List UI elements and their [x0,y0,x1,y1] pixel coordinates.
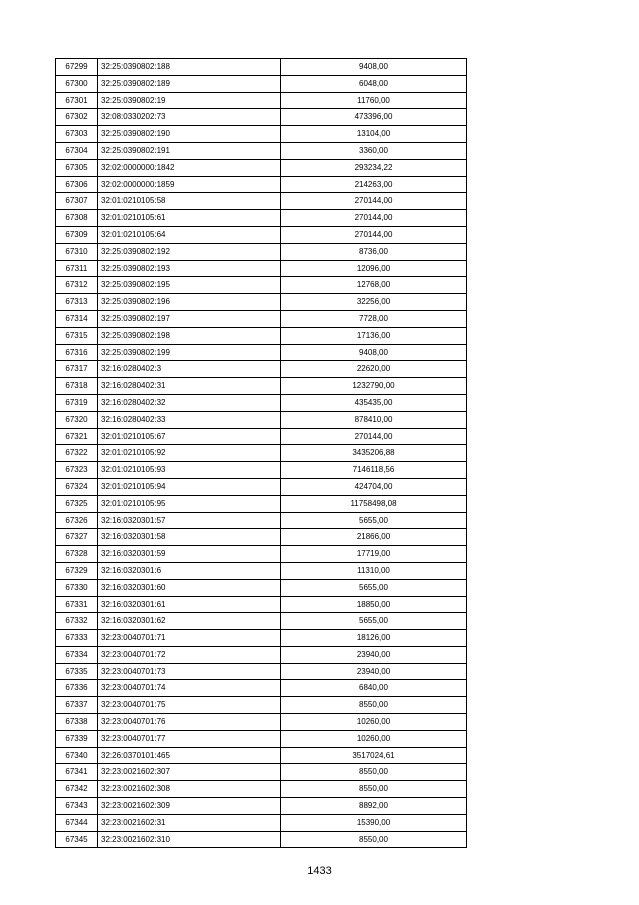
table-row [56,428,467,445]
cadastral-number-cell: 32:25:0390802:195 [98,277,281,294]
value-cell: 23940,00 [281,646,467,663]
row-number-cell: 67315 [56,327,98,344]
table-row [56,814,467,831]
row-number-cell: 67335 [56,663,98,680]
table-row [56,294,467,311]
table-row [56,75,467,92]
table-row [56,747,467,764]
cadastral-number-cell: 32:01:0210105:67 [98,428,281,445]
value-cell: 214263,00 [281,176,467,193]
table-row [56,327,467,344]
value-cell: 12768,00 [281,277,467,294]
cadastral-number-cell: 32:01:0210105:61 [98,210,281,227]
row-number-cell: 67332 [56,613,98,630]
cadastral-number-cell: 32:25:0390802:19 [98,92,281,109]
value-cell: 17136,00 [281,327,467,344]
table-row [56,445,467,462]
row-number-cell: 67309 [56,226,98,243]
row-number-cell: 67308 [56,210,98,227]
table-row [56,562,467,579]
value-cell: 21866,00 [281,529,467,546]
cadastral-number-cell: 32:25:0390802:197 [98,310,281,327]
row-number-cell: 67311 [56,260,98,277]
row-number-cell: 67337 [56,697,98,714]
cadastral-number-cell: 32:23:0040701:75 [98,697,281,714]
row-number-cell: 67341 [56,764,98,781]
row-number-cell: 67303 [56,126,98,143]
row-number-cell: 67319 [56,394,98,411]
row-number-cell: 67313 [56,294,98,311]
table-row [56,361,467,378]
value-cell: 22620,00 [281,361,467,378]
cadastral-number-cell: 32:01:0210105:94 [98,478,281,495]
cadastral-number-cell: 32:01:0210105:58 [98,193,281,210]
value-cell: 11760,00 [281,92,467,109]
cadastral-number-cell: 32:23:0040701:74 [98,680,281,697]
value-cell: 6840,00 [281,680,467,697]
table-row [56,512,467,529]
cadastral-number-cell: 32:16:0280402:3 [98,361,281,378]
value-cell: 8550,00 [281,781,467,798]
table-row [56,226,467,243]
table-row [56,378,467,395]
table-row [56,596,467,613]
table-row [56,478,467,495]
row-number-cell: 67344 [56,814,98,831]
value-cell: 9408,00 [281,344,467,361]
value-cell: 270144,00 [281,210,467,227]
row-number-cell: 67333 [56,630,98,647]
table-row [56,176,467,193]
row-number-cell: 67302 [56,109,98,126]
value-cell: 1232790,00 [281,378,467,395]
row-number-cell: 67299 [56,59,98,76]
row-number-cell: 67331 [56,596,98,613]
cadastral-number-cell: 32:02:0000000:1859 [98,176,281,193]
value-cell: 11310,00 [281,562,467,579]
row-number-cell: 67334 [56,646,98,663]
cadastral-number-cell: 32:08:0330202:73 [98,109,281,126]
value-cell: 32256,00 [281,294,467,311]
cadastral-number-cell: 32:16:0320301:59 [98,546,281,563]
table-row [56,831,467,848]
value-cell: 878410,00 [281,411,467,428]
row-number-cell: 67301 [56,92,98,109]
value-cell: 7146118,56 [281,462,467,479]
value-cell: 8550,00 [281,697,467,714]
table-row [56,495,467,512]
cadastral-number-cell: 32:23:0021602:308 [98,781,281,798]
table-row [56,243,467,260]
value-cell: 293234,22 [281,159,467,176]
row-number-cell: 67342 [56,781,98,798]
row-number-cell: 67320 [56,411,98,428]
row-number-cell: 67336 [56,680,98,697]
table-body [56,59,467,848]
cadastral-number-cell: 32:01:0210105:93 [98,462,281,479]
cadastral-number-cell: 32:16:0280402:31 [98,378,281,395]
row-number-cell: 67339 [56,730,98,747]
row-number-cell: 67325 [56,495,98,512]
cadastral-number-cell: 32:25:0390802:193 [98,260,281,277]
row-number-cell: 67345 [56,831,98,848]
value-cell: 13104,00 [281,126,467,143]
cadastral-number-cell: 32:23:0040701:71 [98,630,281,647]
table-row [56,310,467,327]
value-cell: 6048,00 [281,75,467,92]
value-cell: 18850,00 [281,596,467,613]
value-cell: 18126,00 [281,630,467,647]
cadastral-number-cell: 32:23:0021602:310 [98,831,281,848]
row-number-cell: 67318 [56,378,98,395]
value-cell: 12096,00 [281,260,467,277]
row-number-cell: 67305 [56,159,98,176]
cadastral-number-cell: 32:16:0320301:58 [98,529,281,546]
cadastral-number-cell: 32:23:0040701:73 [98,663,281,680]
cadastral-number-cell: 32:16:0320301:6 [98,562,281,579]
table-row [56,781,467,798]
table-row [56,142,467,159]
cadastral-number-cell: 32:23:0021602:31 [98,814,281,831]
cadastral-number-cell: 32:25:0390802:198 [98,327,281,344]
cadastral-number-cell: 32:16:0320301:61 [98,596,281,613]
table-row [56,394,467,411]
cadastral-number-cell: 32:25:0390802:196 [98,294,281,311]
table-row [56,193,467,210]
cadastral-number-cell: 32:25:0390802:191 [98,142,281,159]
table-row [56,126,467,143]
row-number-cell: 67343 [56,798,98,815]
value-cell: 11758498,08 [281,495,467,512]
row-number-cell: 67307 [56,193,98,210]
value-cell: 8550,00 [281,831,467,848]
row-number-cell: 67328 [56,546,98,563]
table-row [56,159,467,176]
cadastral-number-cell: 32:23:0040701:72 [98,646,281,663]
cadastral-number-cell: 32:02:0000000:1842 [98,159,281,176]
cadastral-number-cell: 32:16:0280402:32 [98,394,281,411]
table-row [56,579,467,596]
value-cell: 8892,00 [281,798,467,815]
value-cell: 5655,00 [281,579,467,596]
table-row [56,260,467,277]
row-number-cell: 67327 [56,529,98,546]
value-cell: 9408,00 [281,59,467,76]
value-cell: 270144,00 [281,193,467,210]
row-number-cell: 67316 [56,344,98,361]
value-cell: 5655,00 [281,512,467,529]
cadastral-value-table [55,58,467,848]
value-cell: 10260,00 [281,714,467,731]
table-row [56,92,467,109]
value-cell: 3360,00 [281,142,467,159]
table-row [56,277,467,294]
cadastral-number-cell: 32:23:0021602:309 [98,798,281,815]
table-row [56,59,467,76]
value-cell: 23940,00 [281,663,467,680]
table-row [56,344,467,361]
page-number: 1433 [307,865,332,877]
value-cell: 8736,00 [281,243,467,260]
table-row [56,646,467,663]
table-row [56,680,467,697]
table-row [56,663,467,680]
row-number-cell: 67312 [56,277,98,294]
value-cell: 424704,00 [281,478,467,495]
row-number-cell: 67326 [56,512,98,529]
cadastral-number-cell: 32:25:0390802:190 [98,126,281,143]
value-cell: 3435206,88 [281,445,467,462]
row-number-cell: 67329 [56,562,98,579]
table-row [56,764,467,781]
cadastral-number-cell: 32:25:0390802:199 [98,344,281,361]
table-row [56,630,467,647]
value-cell: 473396,00 [281,109,467,126]
table-row [56,529,467,546]
value-cell: 8550,00 [281,764,467,781]
cadastral-number-cell: 32:01:0210105:64 [98,226,281,243]
cadastral-number-cell: 32:23:0040701:77 [98,730,281,747]
cadastral-number-cell: 32:16:0320301:57 [98,512,281,529]
cadastral-number-cell: 32:26:0370101:465 [98,747,281,764]
value-cell: 7728,00 [281,310,467,327]
value-cell: 10260,00 [281,730,467,747]
row-number-cell: 67300 [56,75,98,92]
table-row [56,210,467,227]
row-number-cell: 67340 [56,747,98,764]
row-number-cell: 67304 [56,142,98,159]
cadastral-number-cell: 32:01:0210105:92 [98,445,281,462]
value-cell: 435435,00 [281,394,467,411]
cadastral-number-cell: 32:23:0040701:76 [98,714,281,731]
cadastral-number-cell: 32:01:0210105:95 [98,495,281,512]
cadastral-number-cell: 32:25:0390802:188 [98,59,281,76]
table-row [56,109,467,126]
table-row [56,546,467,563]
row-number-cell: 67330 [56,579,98,596]
value-cell: 270144,00 [281,428,467,445]
value-cell: 270144,00 [281,226,467,243]
table-row [56,613,467,630]
table-row [56,697,467,714]
row-number-cell: 67317 [56,361,98,378]
table-row [56,411,467,428]
table-row [56,714,467,731]
value-cell: 17719,00 [281,546,467,563]
value-cell: 15390,00 [281,814,467,831]
value-cell: 3517024,61 [281,747,467,764]
value-cell: 5655,00 [281,613,467,630]
table-row [56,798,467,815]
cadastral-number-cell: 32:16:0320301:60 [98,579,281,596]
row-number-cell: 67321 [56,428,98,445]
row-number-cell: 67310 [56,243,98,260]
cadastral-number-cell: 32:25:0390802:192 [98,243,281,260]
cadastral-number-cell: 32:25:0390802:189 [98,75,281,92]
row-number-cell: 67322 [56,445,98,462]
row-number-cell: 67306 [56,176,98,193]
row-number-cell: 67314 [56,310,98,327]
table-row [56,730,467,747]
cadastral-number-cell: 32:16:0280402:33 [98,411,281,428]
row-number-cell: 67338 [56,714,98,731]
cadastral-number-cell: 32:16:0320301:62 [98,613,281,630]
row-number-cell: 67323 [56,462,98,479]
cadastral-number-cell: 32:23:0021602:307 [98,764,281,781]
row-number-cell: 67324 [56,478,98,495]
table-row [56,462,467,479]
